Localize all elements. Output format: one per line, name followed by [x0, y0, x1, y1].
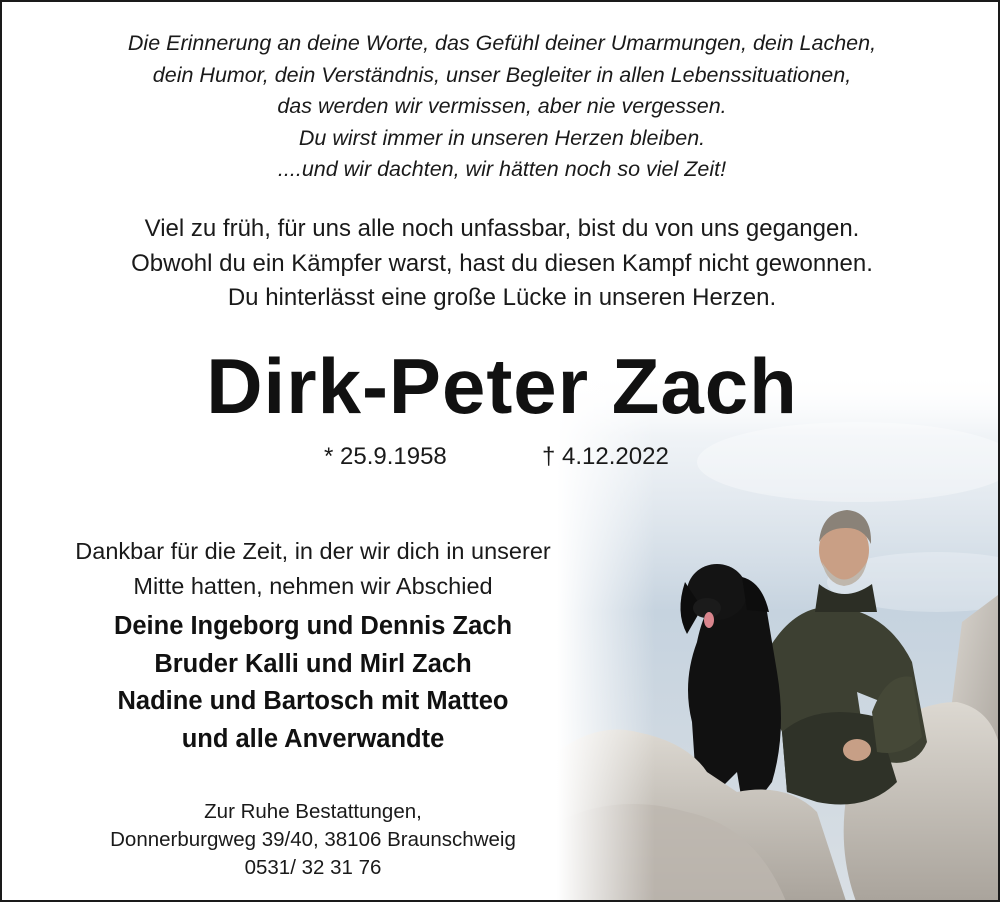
funeral-home-info: [22, 798, 604, 882]
deceased-name: Dirk-Peter Zach: [206, 342, 798, 430]
family-line: und alle Anverwandte: [181, 724, 445, 753]
funeral-home-address: Donnerburgweg 39/40, 38106 Braunschweig: [110, 828, 516, 851]
poem-line: Die Erinnerung an deine Worte, das Gefühl deiner Umarmungen, dein Lachen,: [127, 31, 877, 55]
memorial-poem: [2, 28, 1000, 186]
intro-line: Viel zu früh, für uns alle noch unfassbar, bist du von uns gegangen.: [144, 215, 860, 242]
thanks-text: [22, 534, 604, 604]
death-date: † 4.12.2022: [542, 443, 669, 470]
thanks-line: Dankbar für die Zeit, in der wir dich in unserer: [75, 538, 551, 564]
intro-line: Du hinterlässt eine große Lücke in unseren Herzen.: [227, 284, 777, 311]
poem-line: dein Humor, dein Verständnis, unser Begleiter in allen Lebenssituationen,: [152, 62, 852, 87]
funeral-home-name: Zur Ruhe Bestattungen,: [204, 800, 422, 823]
thanks-line: Mitte hatten, nehmen wir Abschied: [133, 573, 493, 599]
family-line: Deine Ingeborg und Dennis Zach: [113, 612, 513, 640]
poem-line: ....und wir dachten, wir hätten noch so viel Zeit!: [277, 157, 727, 181]
intro-text: [2, 212, 1000, 316]
poem-line: das werden wir vermissen, aber nie vergessen.: [277, 94, 727, 118]
poem-line: Du wirst immer in unseren Herzen bleiben.: [298, 125, 706, 150]
birth-date: * 25.9.1958: [324, 443, 447, 470]
family-signatures: [22, 608, 604, 758]
intro-line: Obwohl du ein Kämpfer warst, hast du diesen Kampf nicht gewonnen.: [131, 249, 873, 277]
family-line: Nadine und Bartosch mit Matteo: [117, 687, 509, 715]
family-line: Bruder Kalli und Mirl Zach: [154, 649, 472, 678]
funeral-home-phone: 0531/ 32 31 76: [244, 856, 382, 879]
